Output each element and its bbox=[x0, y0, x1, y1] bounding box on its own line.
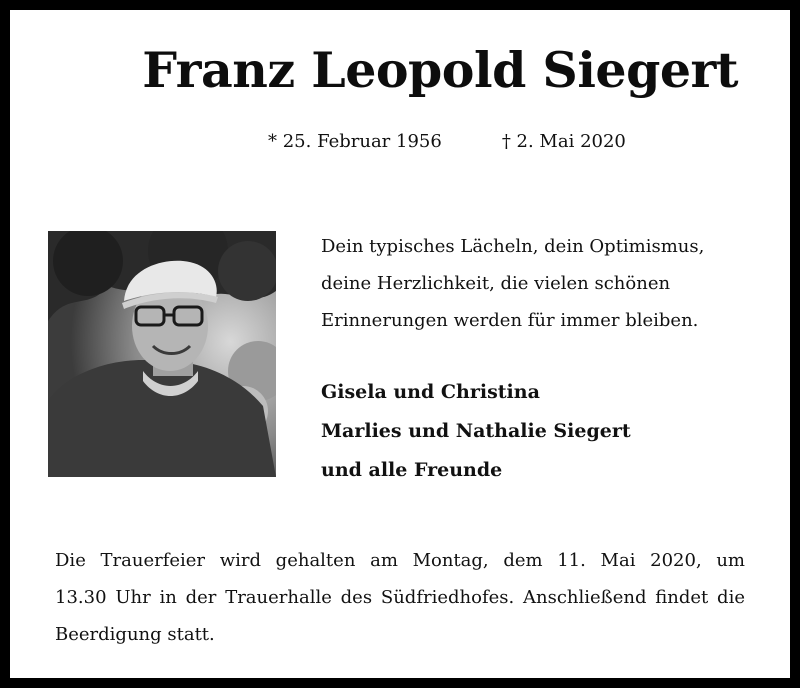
service-line: Beerdigung statt. bbox=[55, 624, 215, 645]
service-line: 13.30 Uhr in der Trauerhalle des Südfriedhofes. Anschließend findet die bbox=[55, 587, 745, 608]
mourner-line: Marlies und Nathalie Siegert bbox=[321, 420, 631, 442]
birth-date: * 25. Februar 1956 bbox=[268, 131, 442, 152]
memorial-quote bbox=[321, 228, 761, 339]
mourner-line: und alle Freunde bbox=[321, 459, 503, 481]
quote-line: Dein typisches Lächeln, dein Optimismus, bbox=[321, 236, 705, 257]
quote-line: deine Herzlichkeit, die vielen schönen bbox=[321, 273, 671, 294]
portrait-photo bbox=[48, 231, 276, 477]
mourners-list bbox=[321, 373, 631, 490]
mourner-line: Gisela und Christina bbox=[321, 381, 540, 403]
portrait-photo-icon bbox=[48, 231, 276, 477]
life-dates bbox=[268, 131, 626, 153]
deceased-name: Franz Leopold Siegert bbox=[142, 41, 738, 99]
death-date: † 2. Mai 2020 bbox=[501, 131, 626, 152]
funeral-service-info bbox=[55, 542, 745, 653]
service-line: Die Trauerfeier wird gehalten am Montag, dem 11. Mai 2020, um bbox=[55, 550, 745, 571]
quote-line: Erinnerungen werden für immer bleiben. bbox=[321, 310, 699, 331]
